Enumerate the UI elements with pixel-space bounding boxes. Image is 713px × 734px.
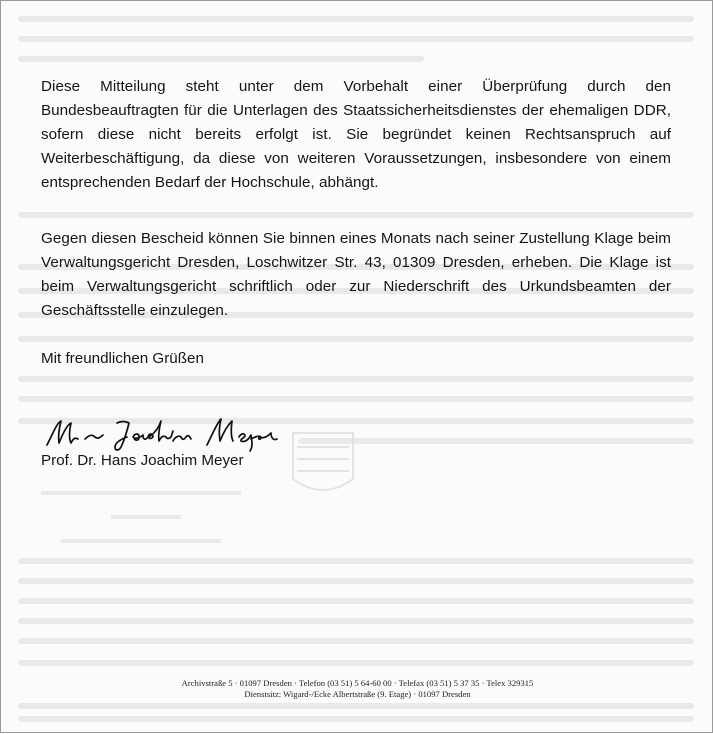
notice-paragraph: Diese Mitteilung steht unter dem Vorbehalt einer Überprüfung durch den Bundesbeauftragten für die Unterlagen des Staatssicherheitsdienstes der ehemaligen DDR, sofern diese nicht bereits erfolgt ist. Sie begründet keinen Rechtsanspruch auf Weiterbeschäftigung, da diese von weiteren Voraussetzungen, insbesondere von einem entsprechenden Bedarf der Hochschule, abhängt. bbox=[41, 78, 671, 191]
legal-remedy-paragraph: Gegen diesen Bescheid können Sie binnen eines Monats nach seiner Zustellung Klage beim Verwaltungsgericht Dresden, Loschwitzer Str. 43, 01309 Dresden, erheben. Die Klage ist beim Verwaltungsgericht schriftlich oder zur Niederschrift des Urkundsbeamten der Geschäftsstelle einzulegen. bbox=[41, 230, 671, 319]
signer-name: Prof. Dr. Hans Joachim Meyer bbox=[41, 452, 244, 469]
footer-address-line: Archivstraße 5 · 01097 Dresden · Telefon (03 51) 5 64-60 00 · Telefax (03 51) 5 37 35 · Telex 329315 bbox=[181, 678, 534, 688]
closing-greeting: Mit freundlichen Grüßen bbox=[41, 350, 204, 367]
handwritten-signature bbox=[45, 403, 285, 453]
footer-office-line: Dienstsitz: Wigard-/Ecke Albertstraße (9. Etage) · 01097 Dresden bbox=[244, 689, 471, 699]
